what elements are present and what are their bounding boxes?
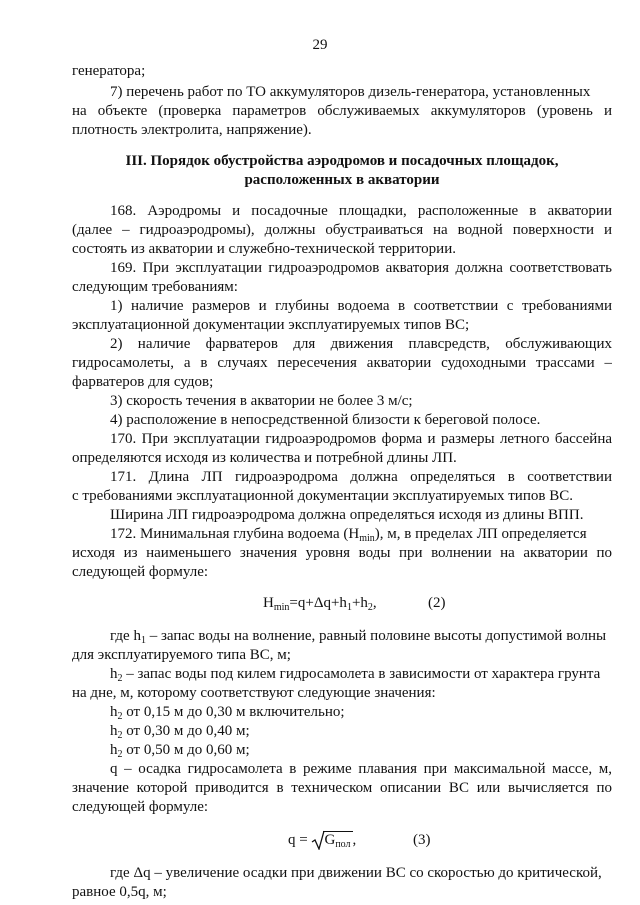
text-line: эксплуатационной документации эксплуатируемых типов ВС; [72,317,470,333]
section-heading: расположенных в акватории [244,172,440,188]
text-line: на дне, м, которому соответствуют следующие значения: [72,685,436,701]
text-line: с требованиями эксплуатационной документации эксплуатируемых типов ВС. [72,488,573,504]
text-line: 169. При эксплуатации гидроаэродромов акватория должна соответствовать [110,260,612,276]
text-line: следующим требованиям: [72,279,238,295]
text-line: фарватеров для судов; [72,374,214,390]
formula-number: (3) [413,832,431,848]
text-line: 1) наличие размеров и глубины водоема в соответствии с требованиями [110,298,612,314]
text-line: гидросамолеты, а в случаях пересечения акватории судоходными трассами – [72,355,612,371]
text-line: 4) расположение в непосредственной близости к береговой полосе. [110,412,541,428]
text-line: 168. Аэродромы и посадочные площадки, расположенные в акватории [110,203,612,219]
text-line: значение которой приводится в техническом описании ВС или вычисляется по [72,780,612,796]
text-line: следующей формуле: [72,564,209,580]
sqrt-symbol: $G_{пол}$ [311,831,352,850]
text-line [110,525,612,544]
text-line: $h_2$ – запас воды под килем гидросамолета в зависимости от характера грунта [110,666,601,684]
text-line: $h_2$ от 0,15 м до 0,30 м включительно; [110,704,345,722]
text-line: 170. При эксплуатации гидроаэродромов форма и размеры летного бассейна [110,431,612,447]
text-line: генератора; [72,63,146,79]
text-line: 3) скорость течения в акватории не более 3 м/с; [110,393,413,409]
text-fragment: 172. Минимальная глубина водоема $(H_{min})$, м, в пределах ЛП определяется [110,526,587,544]
formula-2: $H_{min}=q+\Delta q+h_1+h_2$, [263,595,377,613]
page-number: 29 [312,37,328,53]
text-line: q – осадка гидросамолета в режиме плавания при максимальной массе, м, [110,761,612,777]
text-line: 2) наличие фарватеров для движения плавсредств, обслуживающих [110,336,612,352]
formula-3: q = $G_{пол}$ , [288,832,357,850]
text-line: 171. Длина ЛП гидроаэродрома должна определяться в соответствии [110,469,612,485]
section-heading: III. Порядок обустройства аэродромов и посадочных площадок, [125,153,559,169]
text-line: $h_2$ от 0,30 м до 0,40 м; [110,723,250,741]
text-line: $h_2$ от 0,50 м до 0,60 м; [110,742,250,760]
text-line: на объекте (проверка параметров обслуживаемых аккумуляторов (уровень и [72,103,612,119]
text-line: плотность электролита, напряжение). [72,122,312,138]
text-line: состоять из акватории и служебно-технической территории. [72,241,456,257]
text-line: следующей формуле: [72,799,209,815]
text-line: (далее – гидроаэродромы), должны обустраиваться на водной поверхности и [72,222,612,238]
text-line: исходя из наименьшего значения уровня воды при волнении на акватории по [72,545,612,561]
text-line: для эксплуатируемого типа ВС, м; [72,647,291,663]
text-line: 7) перечень работ по ТО аккумуляторов дизель-генератора, установленных [110,84,591,100]
text-line: Ширина ЛП гидроаэродрома должна определяться исходя из длины ВПП. [110,507,584,523]
text-line: где $h_1$ – запас воды на волнение, равный половине высоты допустимой волны [110,628,607,646]
text-line: где Δq – увеличение осадки при движении ВС со скоростью до критической, [110,865,602,881]
text-line: равное 0,5q, м; [72,884,167,900]
formula-number: (2) [428,595,446,611]
text-line: определяются исходя из количества и потребной длины ЛП. [72,450,457,466]
